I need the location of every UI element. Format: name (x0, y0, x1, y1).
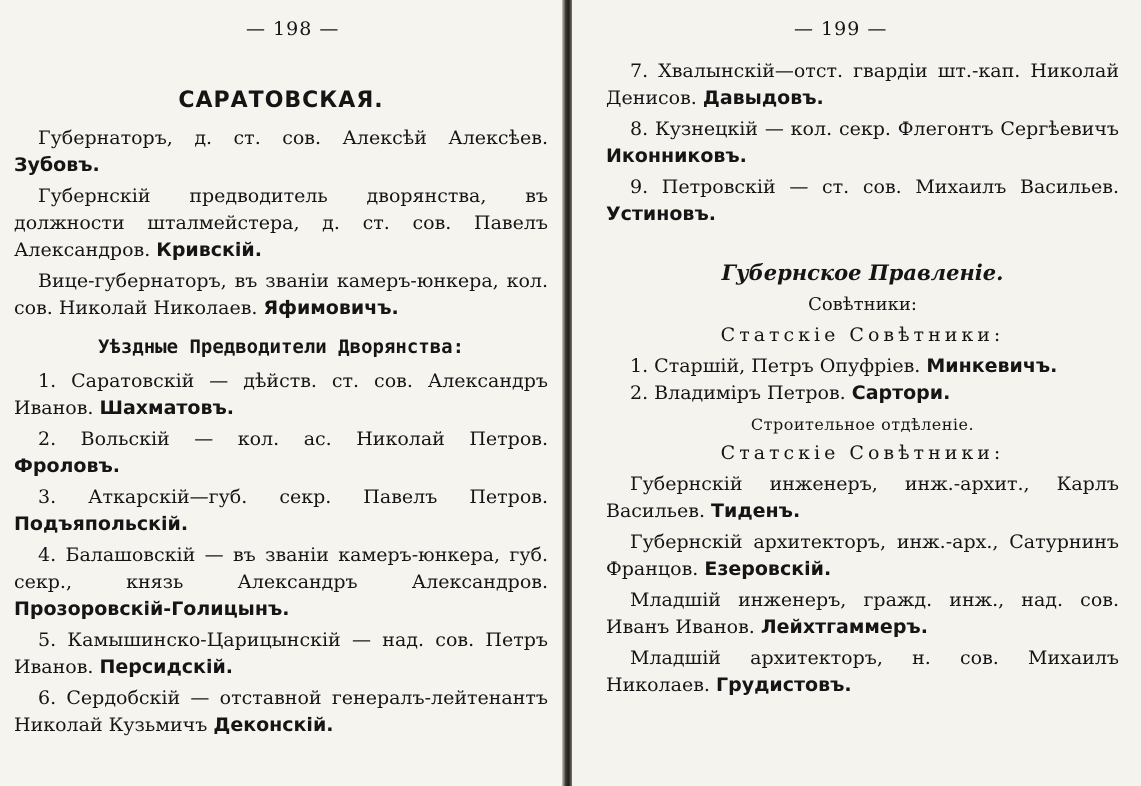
district-item (14, 685, 548, 739)
left-page-content (0, 88, 566, 743)
construction-department-label: Строительное отдѣленіе. (750, 415, 975, 434)
district-item (14, 368, 548, 422)
district-marshals-heading: Уѣздные Предводители Дворянства: (97, 336, 465, 358)
councillor-item (606, 380, 1119, 407)
page-number-198: — 198 — (246, 18, 340, 40)
construction-item-name: Лейхтгаммеръ. (760, 616, 928, 638)
governor-text: Губернаторъ, д. ст. сов. Алексѣй Алексѣев. (38, 127, 548, 149)
province-title: САРАТОВСКАЯ. (178, 88, 384, 113)
marshal-entry (14, 183, 548, 264)
district-item-text: 9. Петровскій — ст. сов. Михаилъ Васильев. (630, 176, 1119, 198)
district-item-text: 5. Камышинско-Царицынскій — над. сов. Петръ Иванов. (14, 629, 548, 678)
right-page (572, 0, 1141, 786)
district-item (606, 58, 1119, 112)
councillor-text: 2. Владиміръ Петров. (630, 382, 846, 404)
construction-item (606, 471, 1119, 525)
construction-item-text: Младшій архитекторъ, н. сов. Михаилъ Николаев. (606, 647, 1119, 696)
district-item-name: Деконскій. (213, 714, 334, 736)
district-item (14, 627, 548, 681)
construction-item-text: Губернскій инженеръ, инж.-архит., Карлъ Васильев. (606, 473, 1119, 522)
district-item-name: Фроловъ. (14, 455, 120, 477)
construction-item-name: Тиденъ. (711, 500, 801, 522)
district-item-name: Прозоровскій-Голицынъ. (14, 598, 290, 620)
district-item (606, 174, 1119, 228)
construction-item-text: Губернскій архитекторъ, инж.-арх., Сатурнинъ Францов. (606, 531, 1119, 580)
councillors-label: Совѣтники: (808, 294, 917, 315)
district-item (14, 426, 548, 480)
vice-governor-name: Яфимовичъ. (263, 297, 399, 319)
district-item-name: Персидскій. (99, 656, 233, 678)
construction-item-name: Езеровскій. (704, 558, 832, 580)
marshal-name: Кривскій. (156, 239, 262, 261)
district-item-name: Шахматовъ. (99, 397, 234, 419)
vice-governor-entry (14, 268, 548, 322)
district-item (14, 484, 548, 538)
construction-item-text: Младшій инженеръ, гражд. инж., над. сов. Иванъ Иванов. (606, 589, 1119, 638)
district-item-text: 7. Хвалынскій—отст. гвардіи шт.-кап. Николай Денисов. (606, 60, 1119, 109)
district-item-text: 1. Саратовскій — дѣйств. ст. сов. Александръ Иванов. (14, 370, 548, 419)
state-councillors-label: Статскіе Совѣтники: (720, 324, 1005, 346)
marshal-text: Губернскій предводитель дворянства, въ должности шталмейстера, д. ст. сов. Павелъ Александров. (14, 185, 548, 261)
councillor-name: Сартори. (851, 382, 951, 404)
district-item-text: 2. Вольскій — кол. ас. Николай Петров. (38, 428, 548, 450)
provincial-board-heading: Губернское Правленіе. (721, 260, 1004, 285)
councillor-name: Минкевичъ. (926, 355, 1058, 377)
construction-item (606, 587, 1119, 641)
councillor-item (606, 353, 1119, 380)
page-number-199: — 199 — (794, 18, 888, 40)
state-councillors-label-2: Статскіе Совѣтники: (720, 442, 1005, 464)
construction-item (606, 529, 1119, 583)
district-item (14, 542, 548, 623)
district-item-name: Подъяпольскій. (14, 513, 189, 535)
district-item-name: Давыдовъ. (702, 87, 824, 109)
councillor-text: 1. Старшій, Петръ Опуфріев. (630, 355, 921, 377)
construction-item (606, 645, 1119, 699)
construction-item-name: Грудистовъ. (715, 674, 852, 696)
right-page-content (572, 58, 1141, 703)
governor-entry (14, 125, 548, 179)
vice-governor-text: Вице-губернаторъ, въ званіи камеръ-юнкера, кол. сов. Николай Николаев. (14, 270, 548, 319)
district-item-name: Иконниковъ. (606, 145, 747, 167)
district-item-text: 6. Сердобскій — отставной генералъ-лейтенантъ Николай Кузьмичъ (14, 687, 548, 736)
district-item-text: 8. Кузнецкій — кол. секр. Флегонтъ Сергѣевичъ (630, 118, 1119, 140)
district-item-name: Устиновъ. (606, 203, 716, 225)
district-item-text: 3. Аткарскій—губ. секр. Павелъ Петров. (38, 486, 548, 508)
governor-name: Зубовъ. (14, 154, 100, 176)
left-page (0, 0, 566, 786)
district-item (606, 116, 1119, 170)
district-item-text: 4. Балашовскій — въ званіи камеръ-юнкера, губ. секр., князь Александръ Александров. (14, 544, 548, 593)
